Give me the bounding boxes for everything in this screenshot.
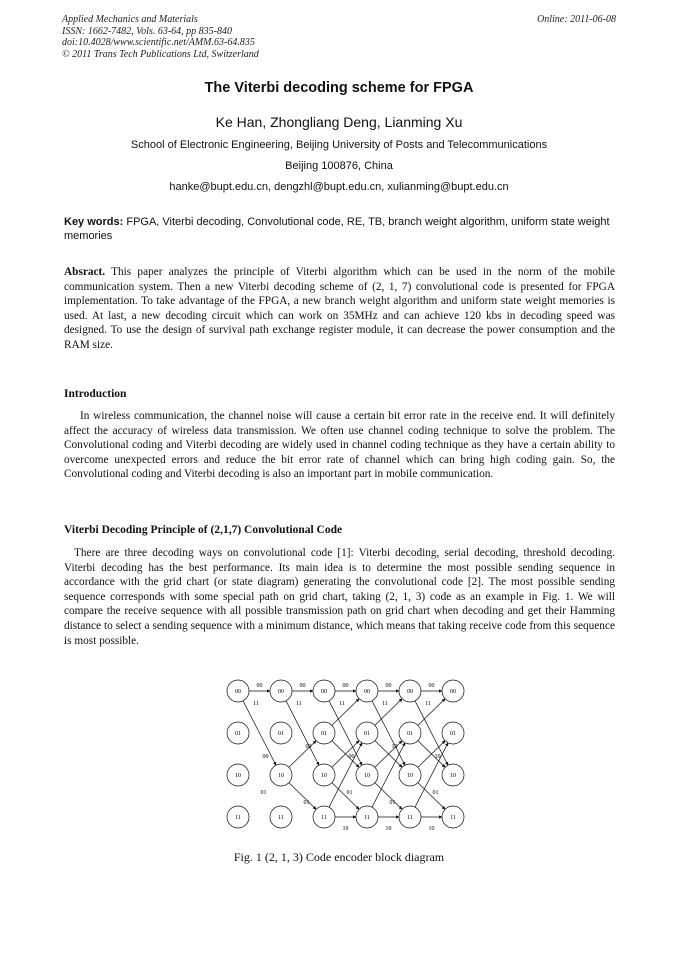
trellis-branch	[289, 741, 316, 768]
abstract-text: This paper analyzes the principle of Viterbi algorithm which can be used in the norm of the mobile communication system. Then a new Viterbi decoding scheme of (2, 1, 7) convolutional code is presented for FPGA implementation. To take advantage of the FPGA, a new branch weight algorithm and uniform state weight memories is used. At last, a new decoding circuit which can work on 35MHz and can achieve 120 kbs in decoding speed was designed. To use the design of survival path exchange register module, it can decrease the power consumption and the RAM size.	[64, 266, 615, 351]
branch-label: 10	[434, 754, 441, 760]
svg-text:01: 01	[235, 731, 241, 737]
keywords-label: Key words:	[64, 216, 124, 228]
trellis-node	[356, 764, 378, 786]
svg-text:01: 01	[321, 731, 327, 737]
svg-text:10: 10	[407, 773, 413, 779]
svg-text:10: 10	[364, 773, 370, 779]
keywords	[64, 215, 620, 243]
svg-text:00: 00	[450, 689, 456, 695]
svg-text:00: 00	[321, 689, 327, 695]
trellis-node	[227, 764, 249, 786]
section2-text: There are three decoding ways on convolutional code [1]: Viterbi decoding, serial decoding, threshold decoding. Viterbi decoding has the best performance. Its main idea is to determine the most possible sending sequence in accordance with the grid chart (or state diagram) generating the convolutional code [2]. The most possible sending sequence corresponds with some special path on grid chart, taking (2, 1, 3) code as an example in Fig. 1. We will compare the receive sequence with all possible transmission path on grid chart when decoding and get their Hamming distance to select a sending sequence with a minimum distance, which means that taking receive code from this sequence is most possible.	[64, 547, 615, 647]
svg-text:11: 11	[450, 815, 456, 821]
trellis-node	[227, 680, 249, 702]
abstract-label: Absract.	[64, 266, 106, 278]
branch-label: 01	[303, 800, 310, 806]
trellis-node	[356, 722, 378, 744]
figure-caption: Fig. 1 (2, 1, 3) Code encoder block diagram	[233, 850, 445, 864]
trellis-node	[442, 680, 464, 702]
branch-label: 00	[385, 683, 392, 689]
online-date: Online: 2011-06-08	[537, 14, 616, 25]
trellis-node	[270, 680, 292, 702]
trellis-node	[227, 806, 249, 828]
branch-label: 01	[432, 790, 439, 796]
branch-label: 11	[253, 701, 259, 707]
trellis-node	[356, 806, 378, 828]
svg-text:01: 01	[278, 731, 284, 737]
trellis-branch	[332, 783, 359, 810]
branch-label: 10	[342, 826, 349, 832]
branch-label: 00	[348, 754, 355, 760]
branch-label: 11	[339, 701, 345, 707]
svg-text:01: 01	[364, 731, 370, 737]
doi-line: doi:10.4028/www.scientific.net/AMM.63-64.835	[62, 37, 255, 48]
trellis-node	[442, 722, 464, 744]
branch-label: 00	[299, 683, 306, 689]
branch-label: 00	[262, 754, 269, 760]
branch-label: 00	[428, 683, 435, 689]
svg-text:10: 10	[235, 773, 241, 779]
branch-label: 10	[385, 826, 392, 832]
branch-label: 01	[260, 790, 267, 796]
branch-label: 10	[428, 826, 435, 832]
svg-text:10: 10	[321, 773, 327, 779]
authors: Ke Han, Zhongliang Deng, Lianming Xu	[215, 114, 463, 130]
keywords-text: FPGA, Viterbi decoding, Convolutional code, RE, TB, branch weight algorithm, uniform state weight memories	[64, 216, 610, 242]
trellis-node	[399, 680, 421, 702]
svg-text:00: 00	[407, 689, 413, 695]
trellis-node	[227, 722, 249, 744]
branch-label: 11	[296, 701, 302, 707]
trellis-node	[399, 806, 421, 828]
trellis-node	[356, 680, 378, 702]
svg-text:10: 10	[278, 773, 284, 779]
trellis-node	[270, 806, 292, 828]
introduction-heading: Introduction	[64, 388, 127, 400]
svg-text:00: 00	[235, 689, 241, 695]
trellis-node	[442, 806, 464, 828]
branch-label: 11	[425, 701, 431, 707]
journal-name: Applied Mechanics and Materials	[62, 14, 198, 25]
affiliation-line1: School of Electronic Engineering, Beijing University of Posts and Telecommunications	[130, 139, 548, 151]
branch-label: 01	[346, 790, 353, 796]
svg-text:11: 11	[407, 815, 413, 821]
trellis-diagram	[215, 674, 465, 834]
svg-text:10: 10	[450, 773, 456, 779]
branch-label: 10	[391, 744, 398, 750]
trellis-node	[313, 680, 335, 702]
trellis-node	[270, 764, 292, 786]
svg-text:11: 11	[278, 815, 284, 821]
trellis-node	[399, 722, 421, 744]
svg-text:00: 00	[364, 689, 370, 695]
svg-text:01: 01	[407, 731, 413, 737]
copyright-line: © 2011 Trans Tech Publications Ltd, Switzerland	[62, 48, 259, 60]
trellis-branch	[375, 699, 402, 726]
branch-label: 00	[305, 744, 312, 750]
paper-title: The Viterbi decoding scheme for FPGA	[204, 80, 474, 96]
introduction-text: In wireless communication, the channel noise will cause a certain bit error rate in the receive end. It will definitely affect the accuracy of wireless data transmission. We often use channel coding technique to solve the problem. The Convolutional coding and Viterbi decoding are widely used in channel coding technique as they have a certain ability to overcome unexpected errors and reduce the bit error rate of channel which can bring high coding gain. So, the Convolutional coding and Viterbi decoding is also an important part in mobile communication.	[64, 410, 615, 481]
author-emails: hanke@bupt.edu.cn, dengzhl@bupt.edu.cn, xulianming@bupt.edu.cn	[169, 181, 509, 193]
trellis-branch	[289, 783, 316, 810]
branch-label: 00	[256, 683, 263, 689]
trellis-branch	[375, 783, 402, 810]
trellis-branch	[418, 783, 445, 810]
abstract	[64, 265, 615, 353]
svg-text:00: 00	[278, 689, 284, 695]
svg-text:11: 11	[235, 815, 241, 821]
trellis-node	[270, 722, 292, 744]
svg-text:11: 11	[364, 815, 370, 821]
trellis-node	[313, 806, 335, 828]
trellis-node	[313, 764, 335, 786]
trellis-branch	[418, 699, 445, 726]
trellis-node	[399, 764, 421, 786]
affiliation-line2: Beijing 100876, China	[285, 160, 393, 172]
trellis-node	[313, 722, 335, 744]
branch-label: 00	[342, 683, 349, 689]
journal-header	[62, 14, 259, 60]
svg-text:01: 01	[450, 731, 456, 737]
issn-line: ISSN: 1662-7482, Vols. 63-64, pp 835-840	[62, 25, 232, 37]
trellis-branch	[332, 699, 359, 726]
trellis-node	[442, 764, 464, 786]
branch-label: 01	[389, 800, 396, 806]
section2-heading: Viterbi Decoding Principle of (2,1,7) Convolutional Code	[64, 524, 343, 536]
svg-text:11: 11	[321, 815, 327, 821]
branch-label: 11	[382, 701, 388, 707]
